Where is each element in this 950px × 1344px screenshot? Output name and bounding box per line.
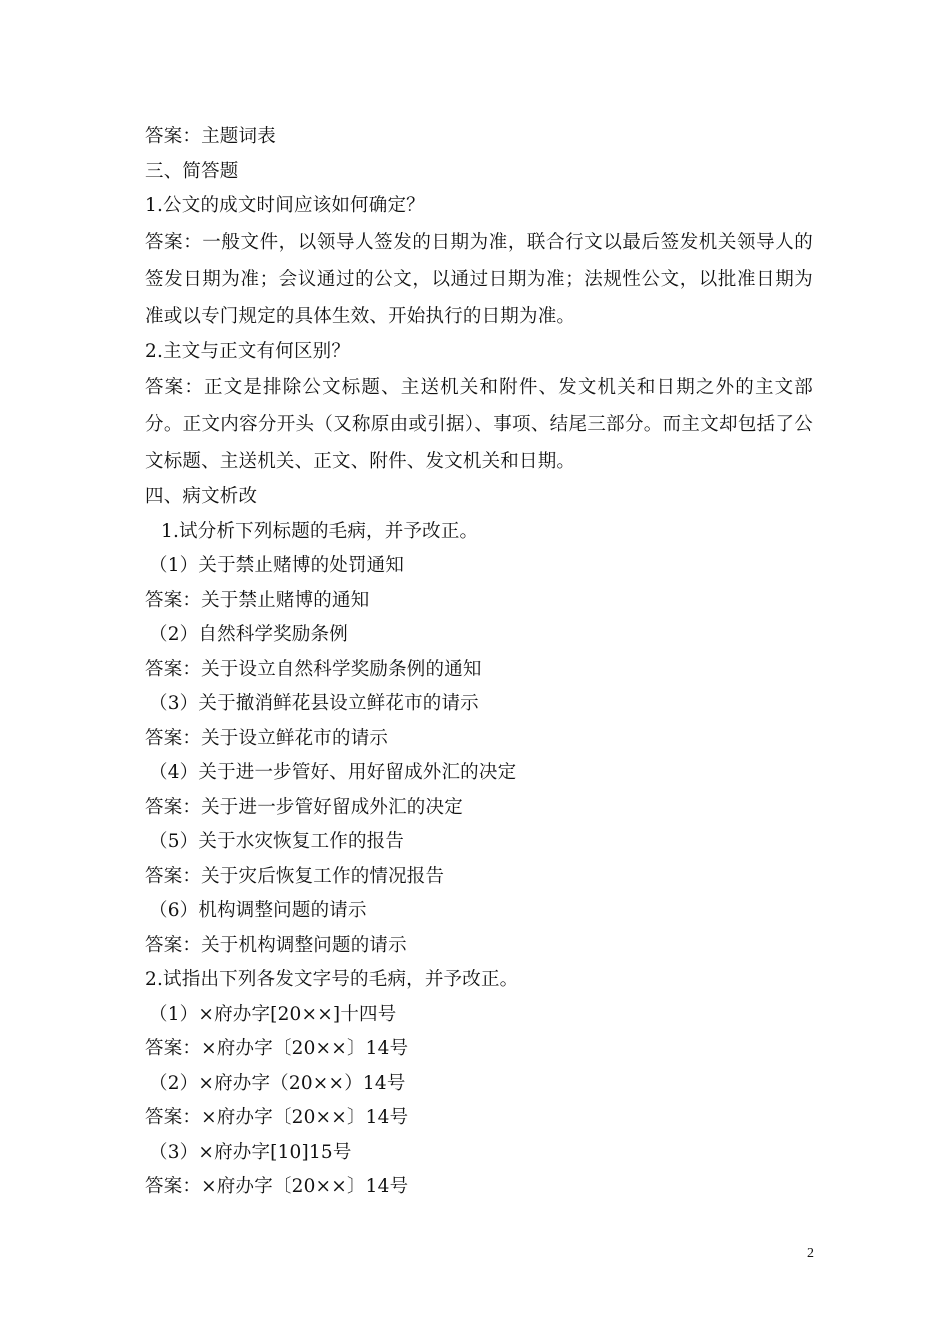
list-item: （1）×府办字[20××]十四号: [149, 1003, 397, 1025]
answer-line: 答案：主题词表: [145, 126, 276, 147]
list-item: （4）关于进一步管好、用好留成外汇的决定: [149, 762, 517, 783]
document-body: [145, 120, 813, 1205]
question-line: 1.公文的成文时间应该如何确定？: [145, 195, 425, 216]
answer-line: 答案：关于设立自然科学奖励条例的通知: [145, 658, 482, 680]
list-item: （2）×府办字（20××）14号: [149, 1072, 406, 1094]
list-item: （6）机构调整问题的请示: [149, 900, 367, 921]
list-item: （3）关于撤消鲜花县设立鲜花市的请示: [149, 693, 479, 714]
list-item: （2）自然科学奖励条例: [149, 624, 348, 645]
question-line: 1.试分析下列标题的毛病，并予改正。: [161, 520, 479, 542]
section-heading: 四、病文析改: [145, 486, 258, 507]
answer-paragraph: 答案：一般文件，以领导人签发的日期为准，联合行文以最后签发机关领导人的签发日期为准；会议通过的公文，以通过日期为准；法规性公文，以批准日期为准或以专门规定的具体生效、开始执行的日期为准。: [145, 231, 813, 327]
answer-line: 答案：关于灾后恢复工作的情况报告: [145, 865, 445, 887]
answer-line: 答案：关于设立鲜花市的请示: [145, 727, 389, 749]
answer-line: 答案：关于禁止赌博的通知: [145, 589, 370, 611]
list-item: （5）关于水灾恢复工作的报告: [149, 831, 405, 852]
section-heading: 三、简答题: [145, 160, 239, 182]
question-line: 2.试指出下列各发文字号的毛病，并予改正。: [145, 969, 519, 990]
answer-line: 答案：×府办字〔20××〕14号: [145, 1038, 409, 1059]
answer-line: 答案：×府办字〔20××〕14号: [145, 1107, 409, 1128]
answer-line: 答案：×府办字〔20××〕14号: [145, 1176, 409, 1197]
answer-line: 答案：关于机构调整问题的请示: [145, 934, 407, 956]
list-item: （1）关于禁止赌博的处罚通知: [149, 555, 405, 576]
answer-paragraph: 答案：正文是排除公文标题、主送机关和附件、发文机关和日期之外的主文部分。正文内容分开头（又称原由或引据）、事项、结尾三部分。而主文却包括了公文标题、主送机关、正文、附件、发文机关和日期。: [145, 377, 813, 472]
page-number: 2: [807, 1246, 814, 1261]
question-line: 2.主文与正文有何区别？: [145, 340, 351, 362]
answer-line: 答案：关于进一步管好留成外汇的决定: [145, 796, 463, 818]
list-item: （3）×府办字[10]15号: [149, 1141, 352, 1163]
